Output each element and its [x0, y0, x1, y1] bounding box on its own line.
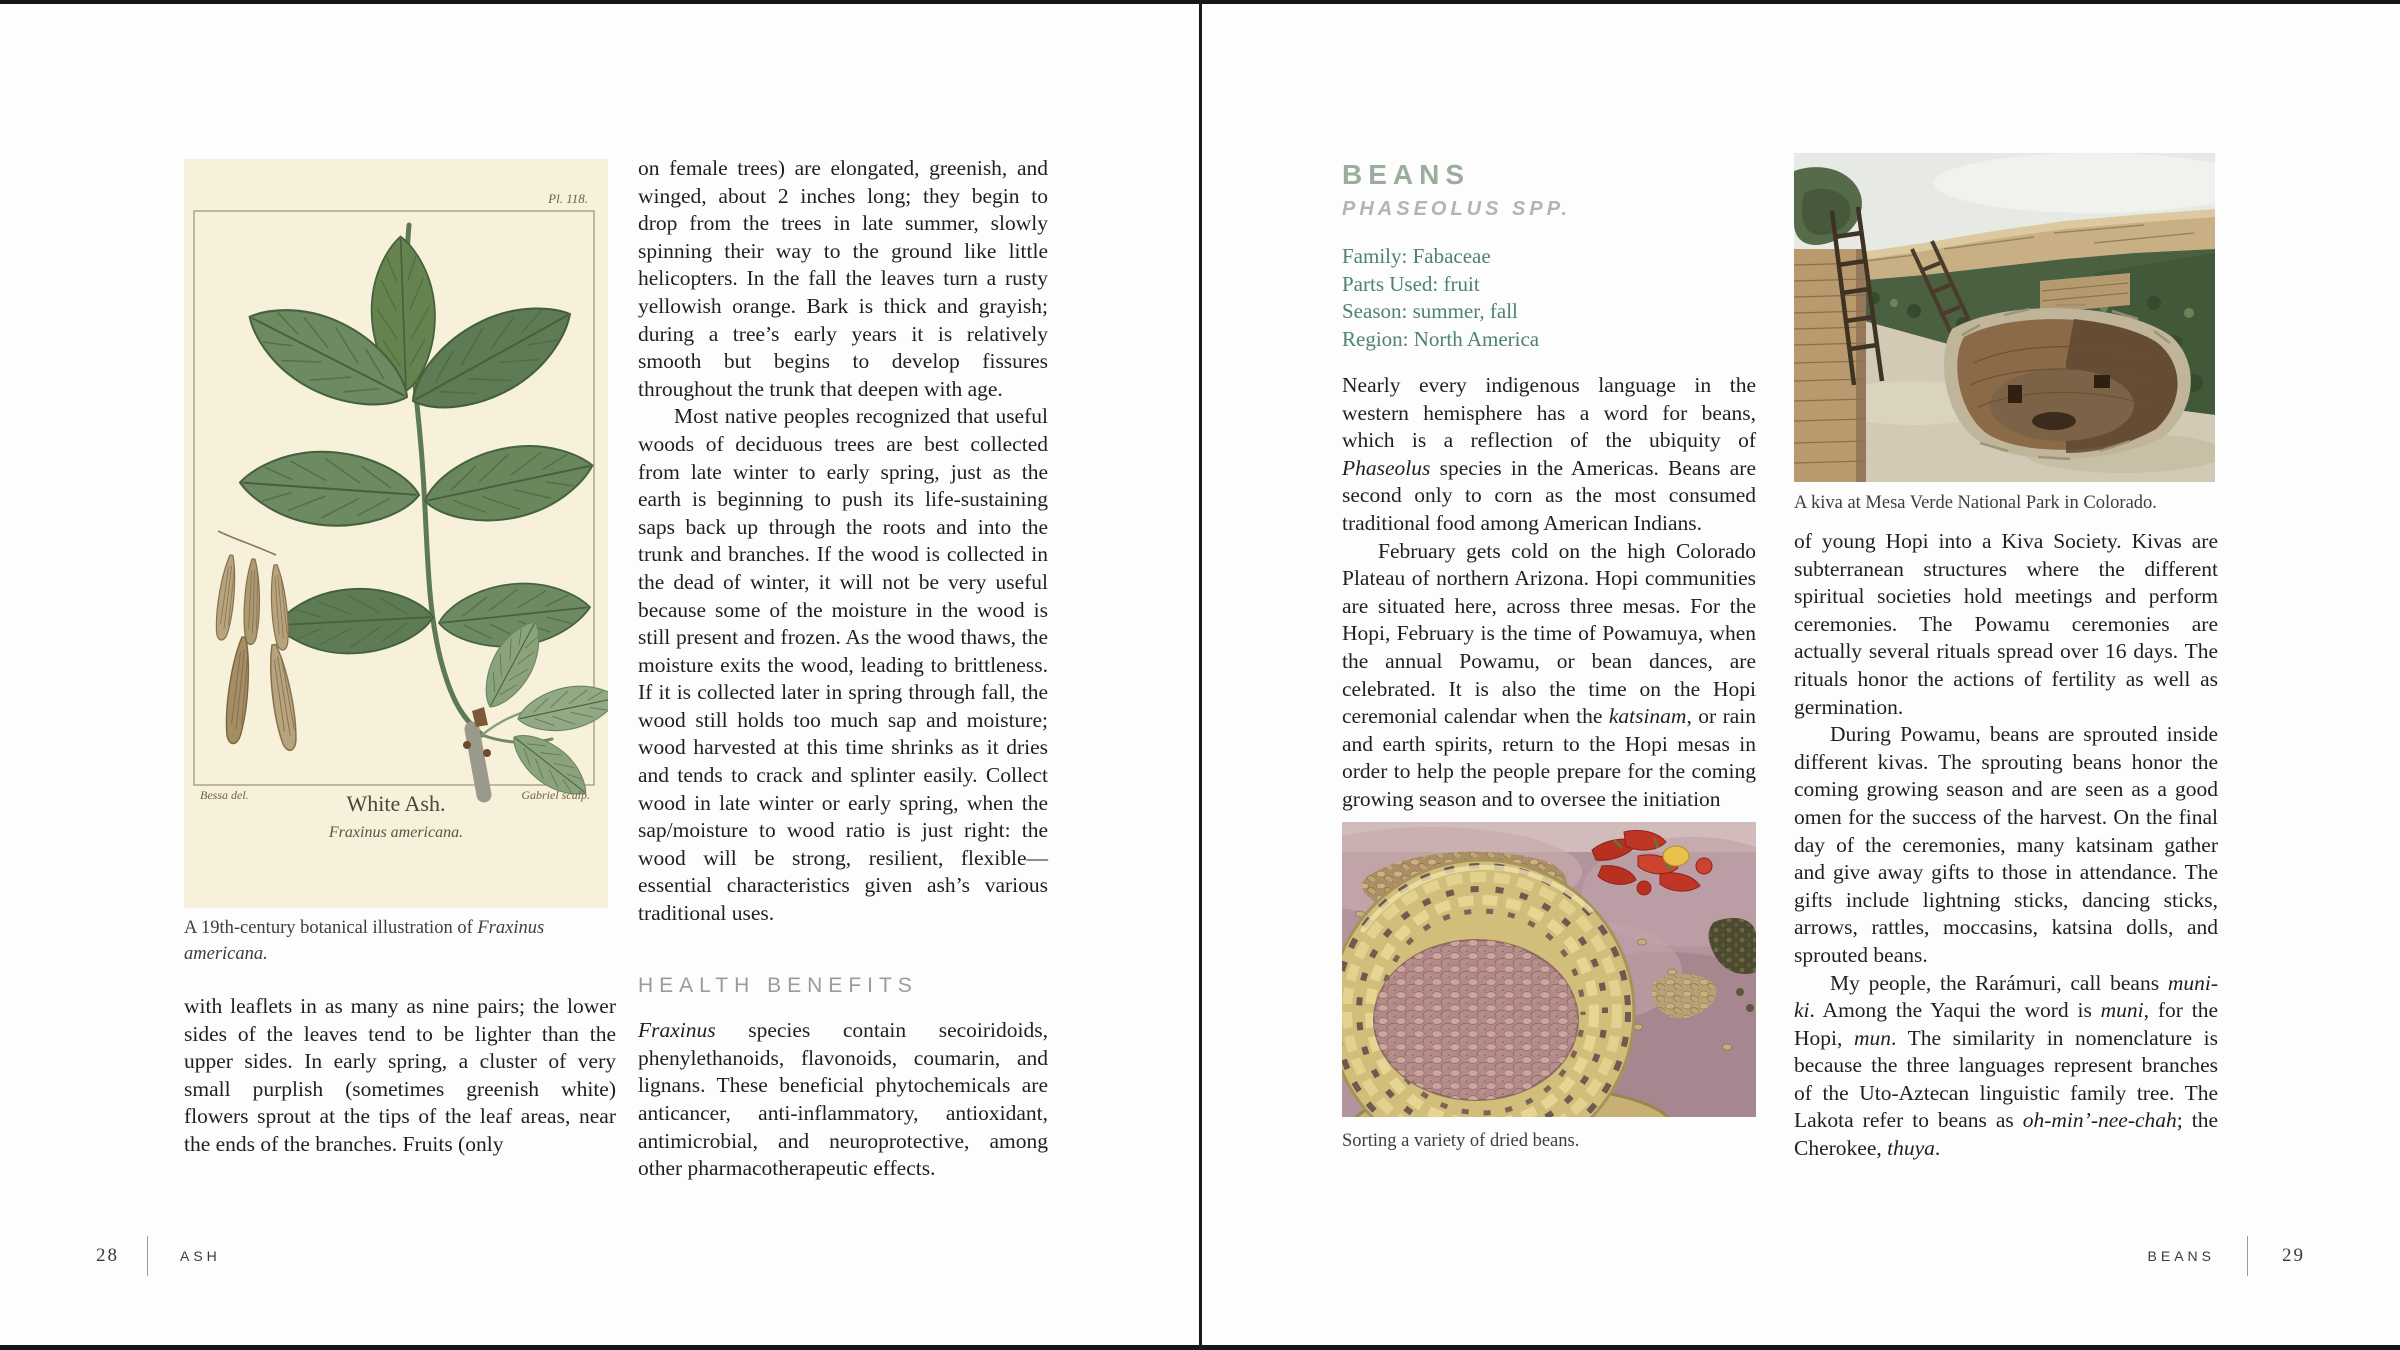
footer-rule: [147, 1236, 148, 1276]
paragraph-text: Nearly every indigenous language in the western hemisphere has a word for beans, which is a reflection of the ubiquity of: [1342, 373, 1756, 453]
beans-photo-caption: Sorting a variety of dried beans.: [1342, 1131, 1580, 1151]
entry-info: [1342, 243, 1762, 353]
beans-column-1: [1342, 372, 1756, 814]
paragraph: [638, 1017, 1048, 1183]
footer-right: [2148, 1236, 2305, 1276]
masonry-wall: [1794, 249, 1866, 482]
section-label: BEANS: [2147, 1248, 2215, 1264]
illustration-caption: [184, 915, 608, 967]
kiva-photo-illustration: [1794, 153, 2215, 482]
section-label: ASH: [180, 1248, 221, 1264]
page-right: [1200, 0, 2400, 1350]
entry-header: [1342, 160, 1762, 353]
kiva-photo-caption: A kiva at Mesa Verde National Park in Colorado.: [1794, 493, 2157, 513]
genus-italic: Fraxinus: [638, 1018, 716, 1043]
info-family: Family: Fabaceae: [1342, 244, 1491, 268]
term-italic: muni: [2100, 998, 2144, 1023]
paragraph-text: species in the Americas. Beans are second only to corn as the most consumed traditional food among American Indians.: [1342, 455, 1756, 535]
plate-species: Fraxinus americana.: [328, 824, 464, 841]
health-benefits-heading: HEALTH BENEFITS: [638, 973, 918, 997]
right-column-text: [638, 155, 1048, 1183]
footer-rule: [2247, 1236, 2248, 1276]
plate-title: White Ash.: [346, 791, 446, 816]
entry-title: BEANS: [1342, 159, 1471, 190]
plate-number-label: Pl. 118.: [548, 191, 588, 206]
paragraph-text: , or rain and earth spirits, return to the Hopi mesas in order to help the people prepare for the coming growing season and to oversee the initiation: [1342, 704, 1756, 811]
plate-artist-left: Bessa del.: [200, 788, 249, 802]
paragraph-text: , for the Hopi,: [1794, 998, 2218, 1050]
caption-tail: americana.: [184, 944, 268, 964]
paragraph-text: . The similarity in nomenclature is because the three languages represent branches of the Uto-Aztecan linguistic family tree. The Lakota refer to beans as: [1794, 1025, 2219, 1133]
botanical-illustration: [184, 159, 608, 908]
footer-left: [96, 1236, 221, 1276]
paragraph-text: ; the Cherokee,: [1794, 1108, 2218, 1161]
paragraph: on female trees) are elongated, greenish, and winged, about 2 inches long; they begin to drop from the trees in late summer, slowly spinning their way to the ground like little helicopters. In the fall the leaves turn a rusty yellowish orange. Bark is thick and grayish; during a tree’s early years it is relatively smooth but begins to develop fissures throughout the trunk that deepen with age.: [638, 156, 1048, 401]
genus-italic: Phaseolus: [1342, 455, 1431, 480]
plate-artist-right: Gabriel sculp.: [521, 788, 590, 802]
paragraph: [1342, 372, 1756, 538]
page-number: 29: [2282, 1245, 2305, 1266]
term-italic: oh-min’-nee-chah: [2022, 1108, 2177, 1133]
paragraph: During Powamu, beans are sprouted inside different kivas. The sprouting beans honor the coming growing season and are seen as a good omen for the success of the harvest. On the final day of the ceremonies, many katsinam gather and give away gifts to those in attendance. The gifts include lightning sticks, dancing sticks, arrows, rattles, moccasins, katsina dolls, and sprouted beans.: [1794, 722, 2218, 967]
paragraph: [1794, 970, 2218, 1163]
kiva-pit: [1944, 305, 2191, 459]
caption-text: A 19th-century botanical illustration of: [184, 918, 478, 938]
term-italic: mun: [1854, 1025, 1892, 1050]
info-season: Season: summer, fall: [1342, 299, 1518, 323]
paragraph-text: .: [1934, 1136, 1941, 1161]
paragraph-text: . Among the Yaqui the word is: [1809, 998, 2101, 1023]
page-gutter-divider: [1199, 0, 1202, 1350]
kiva-photo: [1794, 153, 2215, 482]
paragraph-text: February gets cold on the high Colorado Plateau of northern Arizona. Hopi communities are situated here, across three mesas. For the Hopi, February is the time of Powamuya, when the annual Powamu, or bean dances, are celebrated. It is also the time on the Hopi ceremonial calendar when the: [1342, 538, 1756, 729]
page-number: 28: [96, 1245, 119, 1266]
paragraph: [1342, 538, 1756, 814]
paragraph-text: My people, the Rarámuri, call beans: [1830, 970, 2168, 995]
paragraph-text: species contain secoiridoids, phenylethanoids, flavonoids, coumarin, and lignans. These beneficial phytochemicals are anticancer, anti-inflammatory, antioxidant, antimicrobial, and neuroprotective, among other pharmacotherapeutic effects.: [638, 1018, 1048, 1181]
caption-species-italic: Fraxinus: [477, 918, 545, 938]
term-italic: katsinam: [1608, 704, 1687, 729]
beans-photo-illustration: [1342, 822, 1756, 1117]
term-italic: muni-ki: [1794, 970, 2218, 1023]
entry-species: PHASEOLUS SPP.: [1342, 198, 1572, 220]
beans-photo: [1342, 822, 1756, 1117]
info-parts-used: Parts Used: fruit: [1342, 271, 1480, 296]
beans-column-2: [1794, 528, 2218, 1163]
paragraph: Most native peoples recognized that useful woods of deciduous trees are best collected from late winter to early spring, just as the earth is beginning to push its life-sustaining saps back up through the roots and into the trunk and branches. If the wood is collected in the dead of winter, it will not be very useful because some of the moisture in the wood is still present and frozen. As the wood thaws, the moisture exits the wood, leading to brittleness. If it is collected later in spring through fall, the wood still holds too much sap and moisture; wood harvested at this time shrinks as it dries and tends to crack and splinter easily. Collect wood in late winter or early spring, when the sap/moisture to wood ratio is just right: the wood will be strong, resilient, flexible—essential characteristics given ash’s various traditional uses.: [638, 404, 1048, 926]
info-region: Region: North America: [1342, 326, 1540, 351]
left-column-text: [184, 993, 616, 1159]
term-italic: thuya: [1887, 1136, 1935, 1161]
paragraph: with leaflets in as many as nine pairs; the lower sides of the leaves tend to be lighter than the upper sides. In early spring, a cluster of very small purplish (sometimes greenish white) flowers sprout at the tips of the leaf areas, near the ends of the branches. Fruits (only: [184, 994, 616, 1156]
paragraph: of young Hopi into a Kiva Society. Kivas are subterranean structures where the different spiritual societies hold meetings and perform ceremonies. The Powamu ceremonies are actually several rituals spread over 16 days. The rituals honor the actions of fertility as well as germination.: [1794, 529, 2218, 719]
botanical-plate: [184, 159, 608, 908]
